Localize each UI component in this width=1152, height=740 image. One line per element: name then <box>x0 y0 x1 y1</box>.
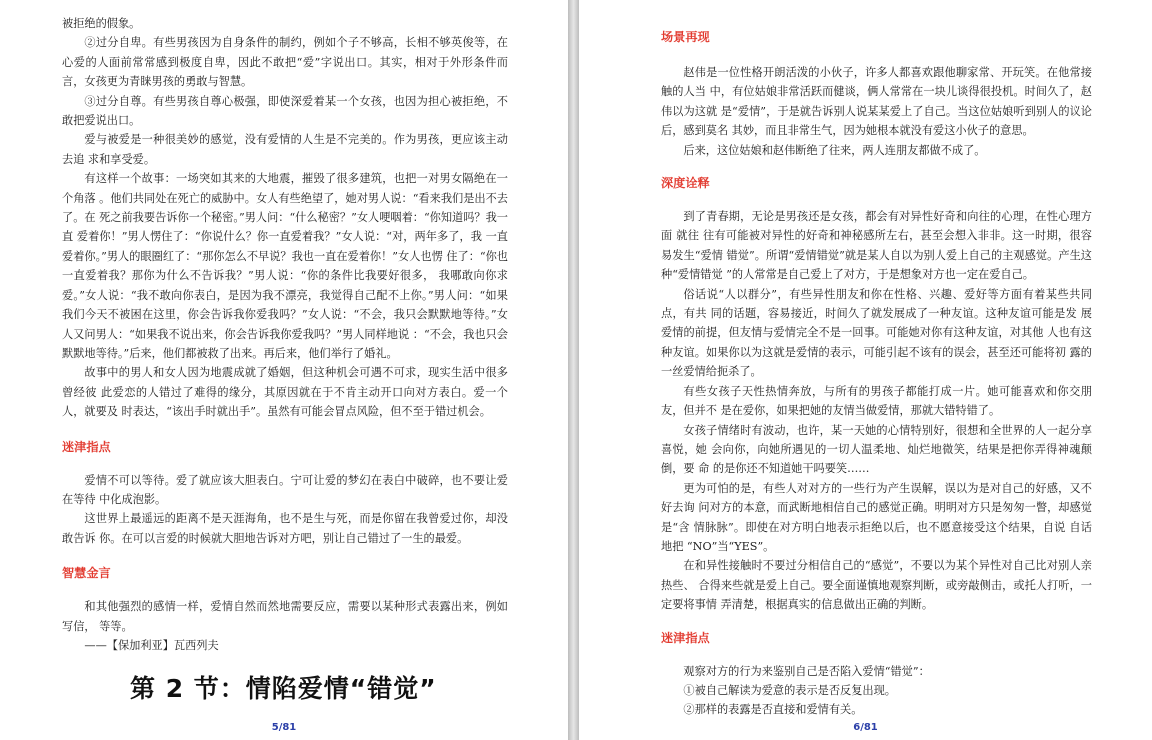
section-title: 第 2 节：情陷爱情“错觉” <box>130 674 437 704</box>
paragraph: 故事中的男人和女人因为地震成就了婚姻，但这种机会可遇不可求，现实生活中很多曾经彼 此爱恋的人错过了难得的缘分，其原因就在于不肯主动开口向对方表白。爱一个人，就要及 时表达，“该出手时就出手”。虽然有可能会冒点风险，但不至于错过机会。 <box>62 366 508 419</box>
paragraph: 被拒绝的假象。 <box>62 17 141 30</box>
right-page <box>579 0 1152 740</box>
book-gutter <box>568 0 579 740</box>
paragraph: 爱情不可以等待。爱了就应该大胆表白。宁可让爱的梦幻在表白中破碎，也不要让爱在等待 中化成泡影。 <box>62 473 508 506</box>
paragraph: 赵伟是一位性格开朗活泼的小伙子，许多人都喜欢跟他聊家常、开玩笑。在他常接 触的人当 中，有位姑娘非常活跃而健谈，俩人常常在一块儿谈得很投机。时间久了，赵伟以为这就 是“爱情”，于是就告诉别人说某某爱上了自己。当这位姑娘听到别人的议论后，感到莫名 其妙，而且非常生气，因为她根本就没有爱这小伙子的意思。 <box>661 66 1092 138</box>
paragraph: ②那样的表露是否直接和爱情有关。 <box>683 703 863 717</box>
paragraph: 俗话说“人以群分”，有些异性朋友和你在性格、兴趣、爱好等方面有着某些共同点，有共 同的话题，容易接近，时间久了就发展成了一种友谊。这种友谊可能是发 展爱情的前提，但友情与爱情完全不是一回事。可能她对你有这种友谊，对其他 人也有这种友谊。如果你以为这就是爱情的表示，可能引起不该有的误会，甚至还可能将初 露的一丝爱情给扼杀了。 <box>661 287 1092 379</box>
paragraph: 观察对方的行为来鉴别自己是否陷入爱情“错觉”： <box>683 664 930 678</box>
left-top-text <box>62 14 508 422</box>
paragraph: 有些女孩子天性热情奔放，与所有的男孩子都能打成一片。她可能喜欢和你交朋友，但并不 是在爱你，如果把她的友情当做爱情，那就大错特错了。 <box>661 384 1092 418</box>
paragraph: 在和异性接触时不要过分相信自己的“感觉”，不要以为某个异性对自己比对别人亲热些、 合得来些就是爱上自己。要全面谨慎地观察判断，或旁敲侧击，或托人打听，一定要将事情 弄清楚，根据真实的信息做出正确的判断。 <box>661 559 1092 612</box>
quote-author: ——【保加利亚】瓦西列夫 <box>84 638 219 652</box>
heading-deep: 深度诠释 <box>661 176 710 191</box>
page-number: 6/81 <box>853 722 878 733</box>
paragraph: 和其他强烈的感情一样，爱情自然而然地需要反应，需要以某种形式表露出来，例如写信， 等等。 <box>62 600 508 633</box>
paragraph: 爱与被爱是一种很美妙的感觉，没有爱情的人生是不完美的。作为男孩，更应该主动去追 求和享受爱。 <box>62 133 508 166</box>
heading-mijin: 迷津指点 <box>661 630 710 645</box>
paragraph: ②过分自卑。有些男孩因为自身条件的制约，例如个子不够高，长相不够英俊等，在 心爱的人面前常常感到极度自卑，因此不敢把“爱”字说出口。其实，相对于外形条件而言，女孩更为青睐男孩的勇敢与智慧。 <box>62 36 508 89</box>
paragraph: 这世界上最遥远的距离不是天涯海角，也不是生与死，而是你留在我曾爱过你，却没敢告诉 你。在可以言爱的时候就大胆地告诉对方吧，别让自己错过了一生的最爱。 <box>62 512 508 545</box>
page-number: 5/81 <box>271 722 297 733</box>
paragraph: 女孩子情绪时有波动，也许，某一天她的心情特别好，很想和全世界的人一起分享喜悦，她 会向你，向她所遇见的一切人温柔地、灿烂地微笑，结果是把你弄得神魂颠倒，要 命 的是你还不知道她干吗要笑…… <box>661 423 1092 476</box>
paragraph: 后来，这位姑娘和赵伟断绝了往来，两人连朋友都做不成了。 <box>683 143 986 157</box>
paragraph: 到了青春期，无论是男孩还是女孩，都会有对异性好奇和向往的心理，在性心理方面 就往 往有可能被对异性的好奇和神秘感所左右，甚至会想入非非。这一时期，很容易发生“爱情 错觉”。所谓“爱情错觉”就是某人自以为别人爱上自己的主观感觉。产生这种“爱情错觉 ”的人常常是自己爱上了对方，于是想象对方也一定在爱自己。 <box>661 210 1092 282</box>
heading-mijin: 迷津指点 <box>62 439 111 454</box>
heading-jinyan: 智慧金言 <box>62 566 111 581</box>
paragraph: 更为可怕的是，有些人对对方的一些行为产生误解，误以为是对自己的好感，又不好去询 问对方的本意，而武断地相信自己的感觉正确。明明对方只是匆匆一瞥，却感觉是“含 情脉脉”。即使在对方明白地表示拒绝以后，也不愿意接受这个结果，自说 自话地把 “NO”当“YES”。 <box>661 481 1092 553</box>
paragraph: ①被自己解读为爱意的表示是否反复出现。 <box>683 683 896 697</box>
left-page <box>0 0 568 740</box>
paragraph: 有这样一个故事：一场突如其来的大地震，摧毁了很多建筑，也把一对男女隔绝在一个角落 。他们共同处在死亡的威胁中。女人有些绝望了，她对男人说：“看来我们是出不去了。在 死之前我要告诉你一个秘密。”男人问：“什么秘密？”女人哽咽着：“你知道吗？我一直 爱着你！”男人愣住了：“你说什么？你一直爱着我？”女人说：“对，两年多了，我 一直爱着你。”男人的眼圈红了：“那你怎么不早说？我也一直在爱着你！”女人也愣 住了：“你也一直爱着我？那你为什么不告诉我？”男人说：“你的条件比我要好很多， 我哪敢向你求爱。”女人说：“我不敢向你表白，是因为我不漂亮，我觉得自己配不上你。”男人问：“如果我们今天不被困在这里，你会告诉我你爱我吗？”女人说：“不会，我只会默默地等待。”女人又问男人：“如果我不说出来，你会告诉我你爱我吗？”男人同样地说 ：“不会，我也只会默默地等待。”后来，他们都被救了出来。再后来，他们举行了婚礼。 <box>62 172 508 360</box>
heading-scene: 场景再现 <box>661 30 710 44</box>
paragraph: ③过分自尊。有些男孩自尊心极强，即使深爱着某一个女孩，也因为担心被拒绝，不敢把爱说出口。 <box>62 94 508 128</box>
